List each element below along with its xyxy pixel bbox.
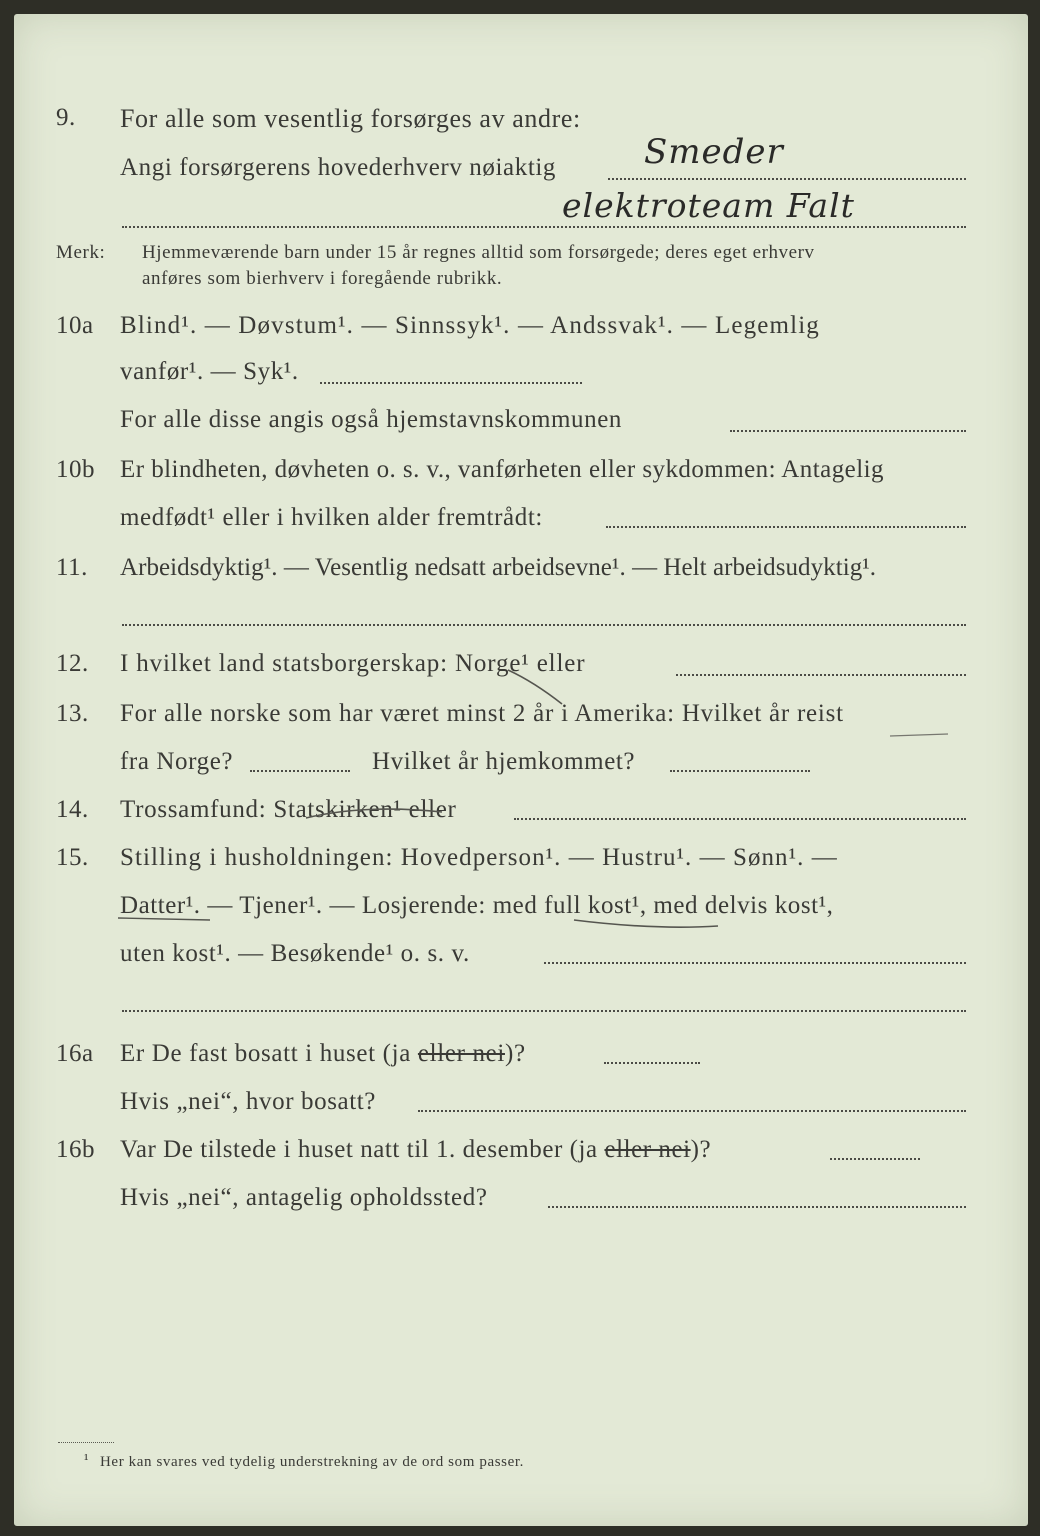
question-number: 15. (56, 844, 89, 871)
struck-text: eller nei (604, 1136, 691, 1163)
question-number: 10b (56, 456, 95, 483)
question-text: Stilling i husholdningen: Hovedperson¹. — Hustru¹. — Sønn¹. — (120, 844, 838, 871)
question-text: Trossamfund: Statskirken¹ eller (120, 796, 457, 823)
question-text: I hvilket land statsborgerskap: Norge¹ eller (120, 650, 586, 677)
question-text: Hvis „nei“, hvor bosatt? (120, 1088, 377, 1115)
question-text: medfødt¹ eller i hvilken alder fremtrådt: (120, 504, 543, 531)
question-text: fra Norge? (120, 748, 234, 775)
handwritten-answer: Smeder (644, 132, 784, 172)
question-number: 11. (56, 554, 88, 581)
footnote-text: Her kan svares ved tydelig understrekning av de ord som passer. (100, 1454, 524, 1470)
pencil-mark-stray (890, 734, 948, 736)
question-number: 16b (56, 1136, 95, 1163)
question-text: Er De fast bosatt i huset (ja eller nei)? (120, 1040, 526, 1067)
note-text: anføres som bierhverv i foregående rubrikk. (142, 268, 503, 289)
question-number: 16a (56, 1040, 94, 1067)
pencil-marks (14, 14, 1028, 1526)
question-text: Angi forsørgerens hovederhverv nøiaktig (120, 154, 557, 181)
question-text: Hvis „nei“, antagelig opholdssted? (120, 1184, 488, 1211)
pencil-mark-statskirken (306, 809, 442, 818)
pencil-mark-full-kost (574, 920, 718, 927)
question-number: 14. (56, 796, 89, 823)
pencil-mark-datter (118, 918, 210, 920)
question-number: 10a (56, 312, 94, 339)
question-text: Hvilket år hjemkommet? (372, 748, 636, 775)
question-text: Arbeidsdyktig¹. — Vesentlig nedsatt arbeidsevne¹. — Helt arbeidsudyktig¹. (120, 554, 877, 581)
question-text: For alle som vesentlig forsørges av andre: (120, 104, 581, 133)
question-text: Datter¹. — Tjener¹. — Losjerende: med full kost¹, med delvis kost¹, (120, 892, 834, 919)
question-text: Blind¹. — Døvstum¹. — Sinnssyk¹. — Andssvak¹. — Legemlig (120, 312, 820, 339)
question-text: vanfør¹. — Syk¹. (120, 358, 299, 385)
census-form-page (14, 14, 1028, 1526)
question-text: For alle disse angis også hjemstavnskommunen (120, 406, 623, 433)
pencil-mark-norge (508, 670, 562, 704)
question-text: Var De tilstede i huset natt til 1. desember (ja eller nei)? (120, 1136, 712, 1163)
question-text: uten kost¹. — Besøkende¹ o. s. v. (120, 940, 470, 967)
question-number: 13. (56, 700, 89, 727)
footnote-mark: ¹ (84, 1452, 90, 1468)
handwritten-answer: elektroteam Falt (562, 186, 855, 225)
struck-text: eller nei (417, 1040, 505, 1067)
note-text: Hjemmeværende barn under 15 år regnes alltid som forsørgede; deres eget erhverv (142, 242, 815, 263)
question-number: 9. (56, 104, 76, 131)
question-text: For alle norske som har været minst 2 år i Amerika: Hvilket år reist (120, 700, 844, 727)
question-text: Er blindheten, døvheten o. s. v., vanførheten eller sykdommen: Antagelig (120, 456, 884, 483)
note-label: Merk: (56, 242, 106, 263)
question-number: 12. (56, 650, 89, 677)
